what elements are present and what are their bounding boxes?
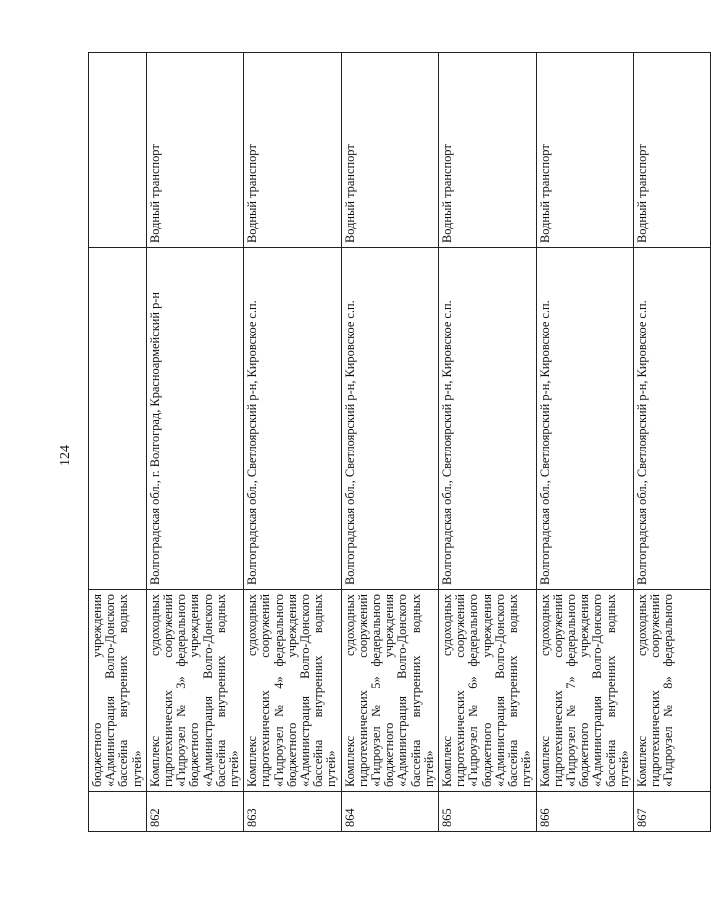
name-line: «Администрация Волго-Донского bbox=[395, 594, 410, 787]
table-row bbox=[244, 53, 341, 832]
name-line: гидротехнических сооружений bbox=[355, 594, 370, 787]
location-cell bbox=[89, 248, 147, 590]
num-cell: 864 bbox=[341, 792, 438, 832]
num-cell bbox=[89, 792, 147, 832]
table-row bbox=[146, 53, 243, 832]
name-line: бассейна внутренних водных путей» bbox=[311, 594, 339, 787]
name-line: бассейна внутренних водных путей» bbox=[213, 594, 242, 787]
category-cell bbox=[89, 53, 147, 248]
name-line: «Гидроузел № 3» федерального bbox=[174, 594, 189, 787]
name-line: гидротехнических сооружений bbox=[648, 594, 663, 787]
name-line: бюджетного учреждения bbox=[479, 594, 494, 787]
category-cell: Водный транспорт bbox=[341, 53, 438, 248]
category-cell: Водный транспорт bbox=[633, 53, 710, 248]
num-cell: 863 bbox=[244, 792, 341, 832]
name-line: «Администрация Волго-Донского bbox=[492, 594, 507, 787]
num-cell: 865 bbox=[439, 792, 536, 832]
table-row bbox=[633, 53, 710, 832]
category-cell: Водный транспорт bbox=[146, 53, 243, 248]
table-row bbox=[341, 53, 438, 832]
name-line: «Администрация Волго-Донского bbox=[103, 594, 118, 787]
name-line: гидротехнических сооружений bbox=[161, 594, 176, 787]
category-cell: Водный транспорт bbox=[439, 53, 536, 248]
name-line: гидротехнических сооружений bbox=[550, 594, 565, 787]
location-cell: Волгоградская обл., Светлоярский р-н, Кировское с.п. bbox=[341, 248, 438, 590]
location-cell: Волгоградская обл., Светлоярский р-н, Кировское с.п. bbox=[536, 248, 633, 590]
name-line: «Администрация Волго-Донского bbox=[200, 594, 215, 787]
category-cell: Водный транспорт bbox=[536, 53, 633, 248]
name-line: «Гидроузел № 4» федерального bbox=[271, 594, 286, 787]
name-line: Комплекс судоходных bbox=[245, 594, 260, 787]
name-line: «Гидроузел № 5» федерального bbox=[369, 594, 384, 787]
name-line: бассейна внутренних водных путей» bbox=[603, 594, 631, 787]
name-line: бюджетного учреждения bbox=[284, 594, 299, 787]
table-row bbox=[536, 53, 633, 832]
name-line: «Гидроузел № 7» федерального bbox=[563, 594, 578, 787]
num-cell: 867 bbox=[633, 792, 710, 832]
page-number: 124 bbox=[58, 445, 73, 466]
category-cell: Водный транспорт bbox=[244, 53, 341, 248]
location-cell: Волгоградская обл., Светлоярский р-н, Кировское с.п. bbox=[633, 248, 710, 590]
name-line: бассейна внутренних водных путей» bbox=[408, 594, 436, 787]
name-line: Комплекс судоходных bbox=[342, 594, 357, 787]
name-line: бюджетного учреждения bbox=[187, 594, 202, 787]
num-cell: 862 bbox=[146, 792, 243, 832]
table-row bbox=[439, 53, 536, 832]
name-line: бассейна внутренних водных путей» bbox=[116, 594, 144, 787]
name-line: бюджетного учреждения bbox=[577, 594, 592, 787]
name-line: «Администрация Волго-Донского bbox=[590, 594, 605, 787]
name-cell bbox=[536, 590, 633, 792]
name-line: Комплекс судоходных bbox=[537, 594, 552, 787]
name-cell bbox=[244, 590, 341, 792]
name-line: гидротехнических сооружений bbox=[258, 594, 273, 787]
name-line: бассейна внутренних водных путей» bbox=[506, 594, 534, 787]
name-line: «Гидроузел № 6» федерального bbox=[466, 594, 481, 787]
location-cell: Волгоградская обл., Светлоярский р-н, Кировское с.п. bbox=[439, 248, 536, 590]
objects-table bbox=[88, 52, 711, 832]
num-cell: 866 bbox=[536, 792, 633, 832]
name-line: гидротехнических сооружений bbox=[453, 594, 468, 787]
name-line: «Гидроузел № 8» федерального bbox=[661, 594, 676, 787]
name-line: «Администрация Волго-Донского bbox=[298, 594, 313, 787]
name-line: Комплекс судоходных bbox=[440, 594, 455, 787]
name-line: Комплекс судоходных bbox=[634, 594, 649, 787]
name-cell bbox=[341, 590, 438, 792]
name-line: бюджетного учреждения bbox=[382, 594, 397, 787]
name-cell bbox=[633, 590, 710, 792]
name-cell bbox=[146, 590, 243, 792]
name-line: Комплекс судоходных bbox=[147, 594, 162, 787]
name-cell bbox=[89, 590, 147, 792]
location-cell: Волгоградская обл., Светлоярский р-н, Кировское с.п. bbox=[244, 248, 341, 590]
table-row-continued bbox=[89, 53, 147, 832]
name-cell bbox=[439, 590, 536, 792]
location-cell: Волгоградская обл., г. Волгоград, Красноармейский р-н bbox=[146, 248, 243, 590]
name-line: бюджетного учреждения bbox=[90, 594, 104, 787]
